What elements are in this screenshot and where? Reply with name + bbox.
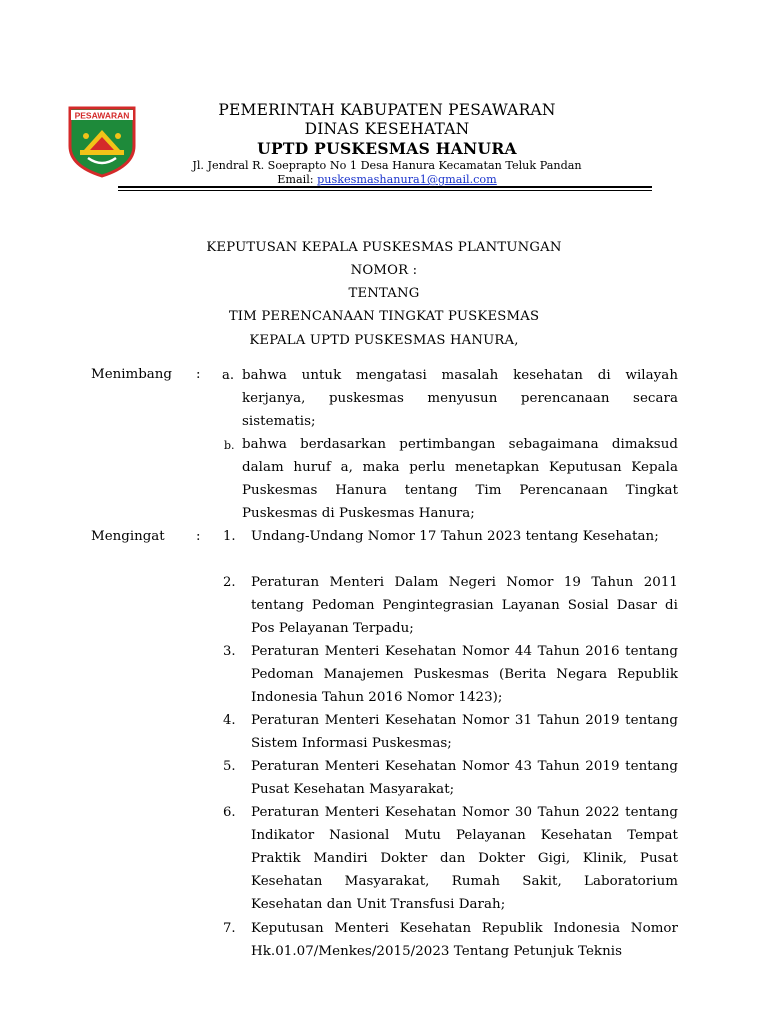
mengingat-label: Mengingat [91,529,165,544]
decree-number: NOMOR : [350,263,418,278]
pesawaran-logo [66,106,138,178]
dept-line: DINAS KESEHATAN [304,120,470,138]
decree-about: TENTANG [348,286,420,301]
mengingat-colon: : [196,529,201,544]
mengingat-item-4: Peraturan Menteri Kesehatan Nomor 31 Tahun 2019 tentang Sistem Informasi Puskesmas; [251,713,678,751]
decree-subject: TIM PERENCANAAN TINGKAT PUSKESMAS [228,309,540,324]
decree-authority: KEPALA UPTD PUSKESMAS HANURA, [249,333,519,348]
menimbang-item-b: bahwa berdasarkan pertimbangan sebagaimana dimaksud dalam huruf a, maka perlu menetapkan Keputusan Kepala Puskesmas Hanura tentang Tim Perencanaan Tingkat Puskesmas di Puskesmas Hanura; [242,437,678,521]
menimbang-mark-a: a. [222,368,235,383]
mengingat-item-2: Peraturan Menteri Dalam Negeri Nomor 19 Tahun 2011 tentang Pedoman Pengintegrasian Layanan Sosial Dasar di Pos Pelayanan Terpadu; [251,575,678,636]
mengingat-item-5: Peraturan Menteri Kesehatan Nomor 43 Tahun 2019 tentang Pusat Kesehatan Masyarakat; [251,759,678,797]
mengingat-mark-6: 6. [223,805,236,820]
svg-text:PESAWARAN: PESAWARAN [74,110,130,121]
mengingat-mark-1: 1. [223,529,236,544]
email-label: Email: [277,173,314,186]
mengingat-item-1: Undang-Undang Nomor 17 Tahun 2023 tentang Kesehatan; [251,529,659,544]
header-divider [118,186,652,188]
decree-title: KEPUTUSAN KEPALA PUSKESMAS PLANTUNGAN [206,240,562,255]
unit-line: UPTD PUSKESMAS HANURA [257,139,517,158]
mengingat-mark-3: 3. [223,644,236,659]
mengingat-mark-5: 5. [223,759,236,774]
mengingat-mark-2: 2. [223,575,236,590]
menimbang-label: Menimbang [91,367,172,382]
mengingat-item-7: Keputusan Menteri Kesehatan Republik Indonesia Nomor Hk.01.07/Menkes/2015/2023 Tentang Petunjuk Teknis [251,921,678,959]
letterhead [150,101,624,187]
address-line: Jl. Jendral R. Soeprapto No 1 Desa Hanura Kecamatan Teluk Pandan [192,159,582,172]
mengingat-item-6: Peraturan Menteri Kesehatan Nomor 30 Tahun 2022 tentang Indikator Nasional Mutu Pelayanan Kesehatan Tempat Praktik Mandiri Dokter dan Dokter Gigi, Klinik, Pusat Kesehatan Masyarakat, Rumah Sakit, Laboratorium Kesehatan dan Unit Transfusi Darah; [251,805,678,912]
header-divider-thin [118,190,652,191]
menimbang-colon: : [196,367,201,382]
mengingat-mark-7: 7. [223,921,236,936]
email-link[interactable]: puskesmashanura1@gmail.com [317,173,497,186]
gov-line: PEMERINTAH KABUPATEN PESAWARAN [218,101,556,119]
mengingat-item-3: Peraturan Menteri Kesehatan Nomor 44 Tahun 2016 tentang Pedoman Manajemen Puskesmas (Berita Negara Republik Indonesia Tahun 2016 Nomor 1423); [251,644,678,705]
menimbang-item-a: bahwa untuk mengatasi masalah kesehatan di wilayah kerjanya, puskesmas menyusun perencanaan secara sistematis; [242,368,678,429]
menimbang-mark-b: b. [224,439,235,452]
email-line [150,173,624,187]
mengingat-mark-4: 4. [223,713,236,728]
